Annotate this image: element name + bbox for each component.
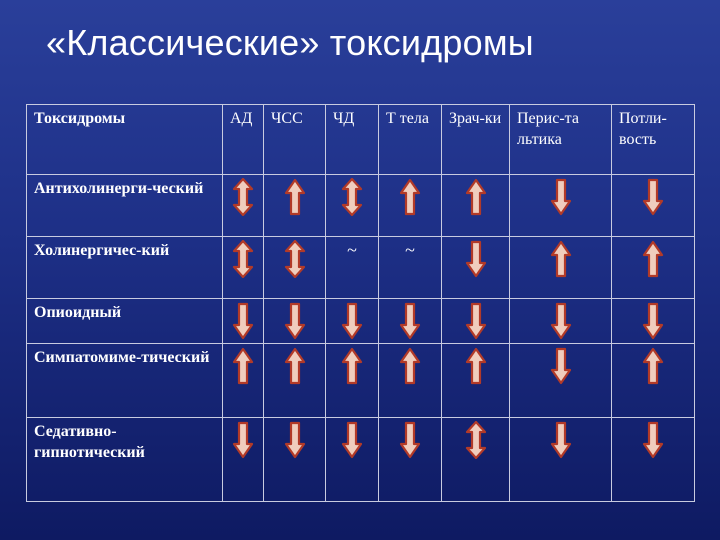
- row-name: Седативно-гипнотический: [27, 418, 223, 502]
- cell: [612, 299, 695, 344]
- down-arrow-icon: [232, 421, 254, 459]
- cell: [326, 299, 379, 344]
- cell: [442, 344, 510, 418]
- cell: [379, 344, 442, 418]
- cell: [223, 175, 264, 237]
- row-cholinergic: [27, 237, 695, 299]
- up-arrow-icon: [465, 178, 487, 216]
- cell: [264, 418, 326, 502]
- up-arrow-icon: [399, 347, 421, 385]
- cell: [264, 237, 326, 299]
- down-arrow-icon: [399, 421, 421, 459]
- up-arrow-icon: [465, 347, 487, 385]
- cell: [264, 299, 326, 344]
- cell: [326, 237, 379, 299]
- up-arrow-icon: [550, 240, 572, 278]
- header-rr: ЧД: [326, 105, 379, 175]
- row-name: Холинергичес-кий: [27, 237, 223, 299]
- cell: [612, 175, 695, 237]
- cell: [223, 237, 264, 299]
- cell: [223, 299, 264, 344]
- down-arrow-icon: [642, 421, 664, 459]
- cell: [223, 418, 264, 502]
- cell: [442, 299, 510, 344]
- row-sympathomimetic: [27, 344, 695, 418]
- row-name: Симпатомиме-тический: [27, 344, 223, 418]
- cell: [510, 344, 612, 418]
- up-down-arrow-icon: [465, 421, 487, 459]
- down-arrow-icon: [550, 302, 572, 340]
- tilde-mark: ~: [405, 240, 415, 260]
- cell: [326, 344, 379, 418]
- cell: [379, 299, 442, 344]
- up-arrow-icon: [341, 347, 363, 385]
- up-arrow-icon: [284, 178, 306, 216]
- up-arrow-icon: [399, 178, 421, 216]
- down-arrow-icon: [550, 421, 572, 459]
- down-arrow-icon: [465, 302, 487, 340]
- cell: [442, 237, 510, 299]
- row-name: Антихолинерги-ческий: [27, 175, 223, 237]
- cell: [442, 175, 510, 237]
- cell: [612, 237, 695, 299]
- cell: [612, 344, 695, 418]
- row-sedative-hypnotic: [27, 418, 695, 502]
- header-peristalsis: Перис-та льтика: [510, 105, 612, 175]
- down-arrow-icon: [284, 421, 306, 459]
- up-down-arrow-icon: [232, 240, 254, 278]
- cell: [510, 175, 612, 237]
- cell: [612, 418, 695, 502]
- slide-title: «Классические» токсидромы: [46, 22, 534, 63]
- header-hr: ЧСС: [264, 105, 326, 175]
- row-anticholinergic: [27, 175, 695, 237]
- down-arrow-icon: [642, 302, 664, 340]
- cell: [510, 237, 612, 299]
- down-arrow-icon: [550, 347, 572, 385]
- down-arrow-icon: [341, 421, 363, 459]
- cell: [442, 418, 510, 502]
- up-arrow-icon: [642, 347, 664, 385]
- down-arrow-icon: [642, 178, 664, 216]
- header-corner: Токсидромы: [27, 105, 223, 175]
- up-down-arrow-icon: [341, 178, 363, 216]
- cell: [326, 418, 379, 502]
- up-down-arrow-icon: [284, 240, 306, 278]
- row-opioid: [27, 299, 695, 344]
- down-arrow-icon: [399, 302, 421, 340]
- tilde-mark: ~: [347, 240, 357, 260]
- header-row: [27, 105, 695, 175]
- up-down-arrow-icon: [232, 178, 254, 216]
- toxidrome-table: [26, 104, 695, 502]
- down-arrow-icon: [232, 302, 254, 340]
- header-temp: Т тела: [379, 105, 442, 175]
- down-arrow-icon: [341, 302, 363, 340]
- cell: [379, 237, 442, 299]
- down-arrow-icon: [284, 302, 306, 340]
- cell: [379, 418, 442, 502]
- cell: [510, 299, 612, 344]
- header-bp: АД: [223, 105, 264, 175]
- down-arrow-icon: [465, 240, 487, 278]
- row-name: Опиоидный: [27, 299, 223, 344]
- up-arrow-icon: [232, 347, 254, 385]
- cell: [264, 175, 326, 237]
- cell: [223, 344, 264, 418]
- header-pupils: Зрач-ки: [442, 105, 510, 175]
- header-sweating: Потли-вость: [612, 105, 695, 175]
- up-arrow-icon: [642, 240, 664, 278]
- cell: [510, 418, 612, 502]
- cell: [326, 175, 379, 237]
- cell: [264, 344, 326, 418]
- cell: [379, 175, 442, 237]
- down-arrow-icon: [550, 178, 572, 216]
- up-arrow-icon: [284, 347, 306, 385]
